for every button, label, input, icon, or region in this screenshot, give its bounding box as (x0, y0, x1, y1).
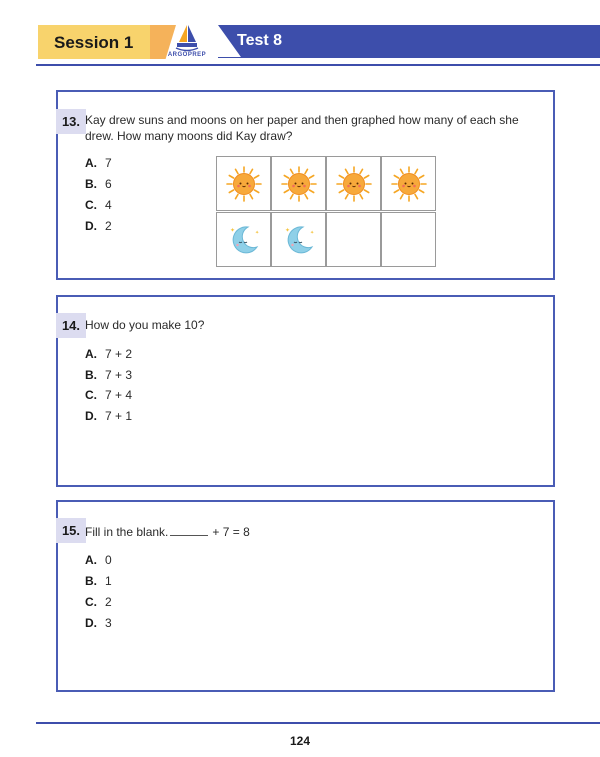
svg-text:✦: ✦ (285, 227, 291, 234)
option-a[interactable]: A. 7 (85, 156, 112, 170)
footer-divider (36, 722, 600, 724)
option-a[interactable]: A. 0 (85, 553, 112, 567)
question-13 (56, 90, 555, 280)
moon-icon (224, 220, 264, 260)
question-14 (56, 295, 555, 487)
header-divider-thin (218, 57, 600, 58)
answer-blank[interactable] (170, 525, 208, 536)
graph-cell-moons (326, 212, 381, 267)
session-title: Session 1 (54, 33, 134, 52)
graph-cell-suns (216, 156, 271, 211)
question-text: How do you make 10? (85, 318, 205, 332)
option-d[interactable]: D. 2 (85, 219, 112, 233)
option-c[interactable]: C. 7 + 4 (85, 388, 133, 402)
page-number: 124 (289, 734, 311, 748)
logo-text: ARGOPREP (167, 52, 207, 58)
test-title: Test 8 (237, 32, 283, 49)
graph-cell-suns (271, 156, 326, 211)
graph-cell-moons (381, 212, 436, 267)
moon-icon (279, 220, 319, 260)
question-number: 14. (56, 313, 86, 338)
graph-cell-moons (271, 212, 326, 267)
option-a[interactable]: A. 7 + 2 (85, 347, 133, 361)
option-d[interactable]: D. 7 + 1 (85, 409, 133, 423)
option-b[interactable]: B. 6 (85, 177, 112, 191)
sun-icon (334, 164, 374, 204)
svg-text:✦: ✦ (230, 227, 236, 234)
question-number: 15. (56, 518, 86, 543)
question-15 (56, 500, 555, 692)
header-divider (36, 64, 600, 66)
question-number: 13. (56, 109, 86, 134)
sun-icon (224, 164, 264, 204)
sun-icon (279, 164, 319, 204)
svg-text:✦: ✦ (255, 230, 260, 236)
question-text: Fill in the blank. + 7 = 8 (85, 525, 250, 539)
option-c[interactable]: C. 2 (85, 595, 112, 609)
graph-cell-moons (216, 212, 271, 267)
graph-cell-suns (326, 156, 381, 211)
question-text: Kay drew suns and moons on her paper and then graphed how many of each she drew. How many moons did Kay draw? (85, 113, 519, 143)
option-d[interactable]: D. 3 (85, 616, 112, 630)
graph-cell-suns (381, 156, 436, 211)
option-b[interactable]: B. 7 + 3 (85, 368, 133, 382)
option-b[interactable]: B. 1 (85, 574, 112, 588)
sun-icon (389, 164, 429, 204)
picture-graph (216, 156, 439, 268)
svg-text:✦: ✦ (310, 230, 315, 236)
option-c[interactable]: C. 4 (85, 198, 112, 212)
